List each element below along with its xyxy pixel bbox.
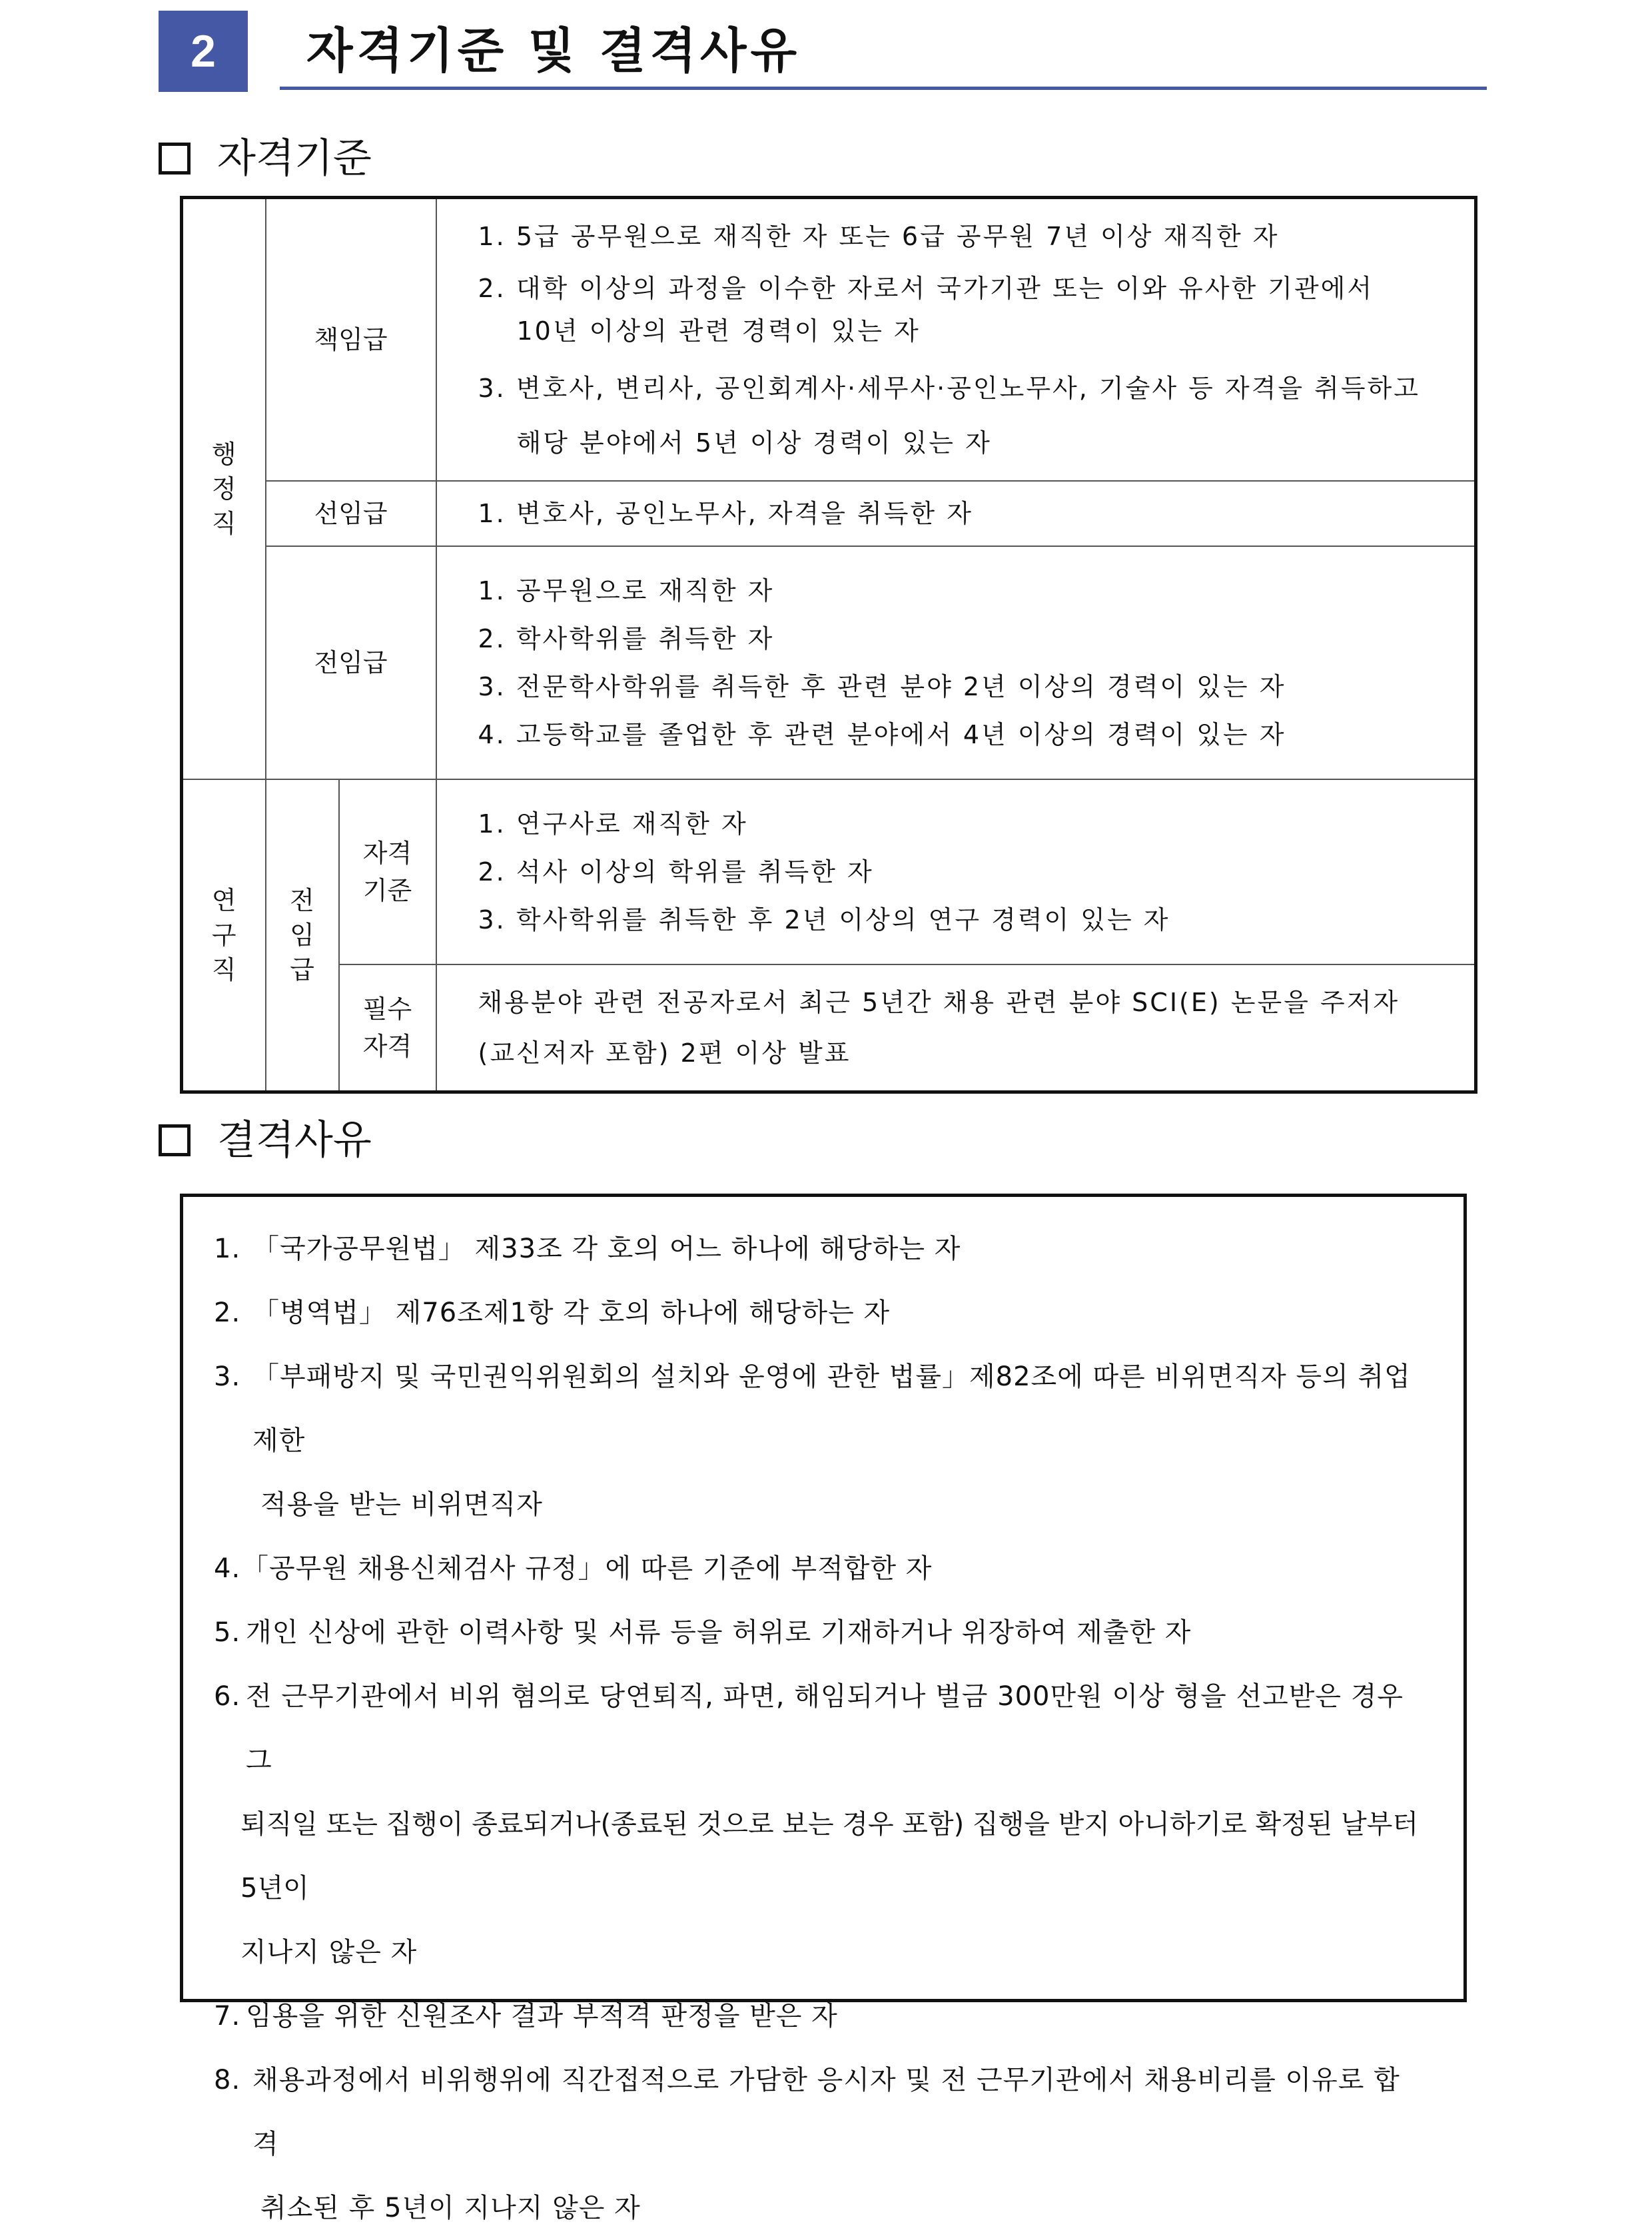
admin-group-label: 행 정 직: [182, 198, 266, 780]
grade-label-chief: 책임급: [266, 198, 436, 482]
research-grade-label: 전 임 급: [266, 779, 339, 1092]
checkbox-icon: [159, 1124, 191, 1156]
list-item-continued: 해당 분야에서 5년 이상 경력이 있는 자: [516, 428, 992, 458]
grade-label-associate: 전임급: [266, 546, 436, 779]
list-item: 1. 연구사로 재직한 자: [478, 809, 748, 839]
research-required-label: 필수 자격: [339, 964, 436, 1092]
grade-requirements-chief: [436, 198, 1476, 482]
table-row: [182, 779, 1476, 964]
list-item-continued: 10년 이상의 관련 경력이 있는 자: [516, 316, 921, 346]
checkbox-icon: [159, 143, 191, 175]
list-item: 8. 채용과정에서 비위행위에 직간접적으로 가담한 응시자 및 전 근무기관에서 채용비리를 이유로 합격: [214, 2065, 1400, 2159]
list-item: 2. 「병역법」 제76조제1항 각 호의 하나에 해당하는 자: [214, 1298, 891, 1328]
disqualification-heading: [159, 1114, 372, 1167]
list-item: 4. 고등학교를 졸업한 후 관련 분야에서 4년 이상의 경력이 있는 자: [478, 720, 1286, 749]
research-criteria-label: 자격 기준: [339, 779, 436, 964]
table-row: [182, 964, 1476, 1092]
section-number-badge: 2: [159, 11, 248, 92]
list-item: 1. 5급 공무원으로 재직한 자 또는 6급 공무원 7년 이상 재직한 자: [478, 222, 1280, 251]
research-criteria-items: [436, 779, 1476, 964]
table-row: [182, 198, 1476, 482]
research-group-label: 연 구 직: [182, 779, 266, 1092]
list-item-continued: (교신저자 포함) 2편 이상 발표: [478, 1038, 851, 1068]
table-row: [182, 546, 1476, 779]
list-item: 3. 전문학사학위를 취득한 후 관련 분야 2년 이상의 경력이 있는 자: [478, 672, 1286, 701]
list-item: 1. 「국가공무원법」 제33조 각 호의 어느 하나에 해당하는 자: [214, 1234, 961, 1264]
qualification-table: [180, 196, 1477, 1094]
list-item: 2. 대학 이상의 과정을 이수한 자로서 국가기관 또는 이와 유사한 기관에서: [478, 274, 1374, 303]
section-title: 자격기준 및 결격사유: [306, 23, 801, 79]
list-item: 3. 「부패방지 및 국민권익위원회의 설치와 운영에 관한 법률」제82조에 따른 비위면직자 등의 취업제한: [214, 1361, 1411, 1456]
list-item-continued: 적용을 받는 비위면직자: [260, 1489, 543, 1520]
list-item: 1. 변호사, 공인노무사, 자격을 취득한 자: [478, 499, 973, 528]
list-item: 채용분야 관련 전공자로서 최근 5년간 채용 관련 분야 SCI(E) 논문을 주저자: [478, 988, 1400, 1017]
list-item-continued: 취소된 후 5년이 지나지 않은 자: [260, 2193, 641, 2223]
list-item: 4. 「공무원 채용신체검사 규정」에 따른 기준에 부적합한 자: [214, 1553, 933, 1584]
section-title-underline: [280, 87, 1487, 90]
list-item: 5. 개인 신상에 관한 이력사항 및 서류 등을 허위로 기재하거나 위장하여 제출한 자: [214, 1617, 1192, 1648]
research-required-items: [436, 964, 1476, 1092]
list-item: 1. 공무원으로 재직한 자: [478, 576, 775, 605]
grade-requirements-senior: [436, 481, 1476, 546]
list-item-continued: 퇴직일 또는 집행이 종료되거나(종료된 것으로 보는 경우 포함) 집행을 받지 아니하기로 확정된 날부터 5년이: [240, 1809, 1419, 1904]
disqualification-heading-text: 결격사유: [217, 1117, 372, 1164]
qualification-heading: [159, 132, 372, 185]
list-item: 3. 변호사, 변리사, 공인회계사·세무사·공인노무사, 기술사 등 자격을 취득하고: [478, 374, 1420, 403]
list-item: 2. 학사학위를 취득한 자: [478, 624, 775, 653]
list-item: 6. 전 근무기관에서 비위 혐의로 당연퇴직, 파면, 해임되거나 벌금 300만원 이상 형을 선고받은 경우 그: [214, 1681, 1404, 1776]
list-item: 7. 임용을 위한 신원조사 결과 부적격 판정을 받은 자: [214, 2001, 838, 2032]
list-item-continued: 지나지 않은 자: [240, 1937, 418, 1968]
list-item: 2. 석사 이상의 학위를 취득한 자: [478, 857, 874, 887]
disqualification-box: [180, 1194, 1467, 2223]
grade-requirements-associate: [436, 546, 1476, 779]
grade-label-senior: 선임급: [266, 481, 436, 546]
table-row: [182, 481, 1476, 546]
qualification-heading-text: 자격기준: [217, 135, 372, 182]
list-item: 3. 학사학위를 취득한 후 2년 이상의 연구 경력이 있는 자: [478, 905, 1170, 934]
